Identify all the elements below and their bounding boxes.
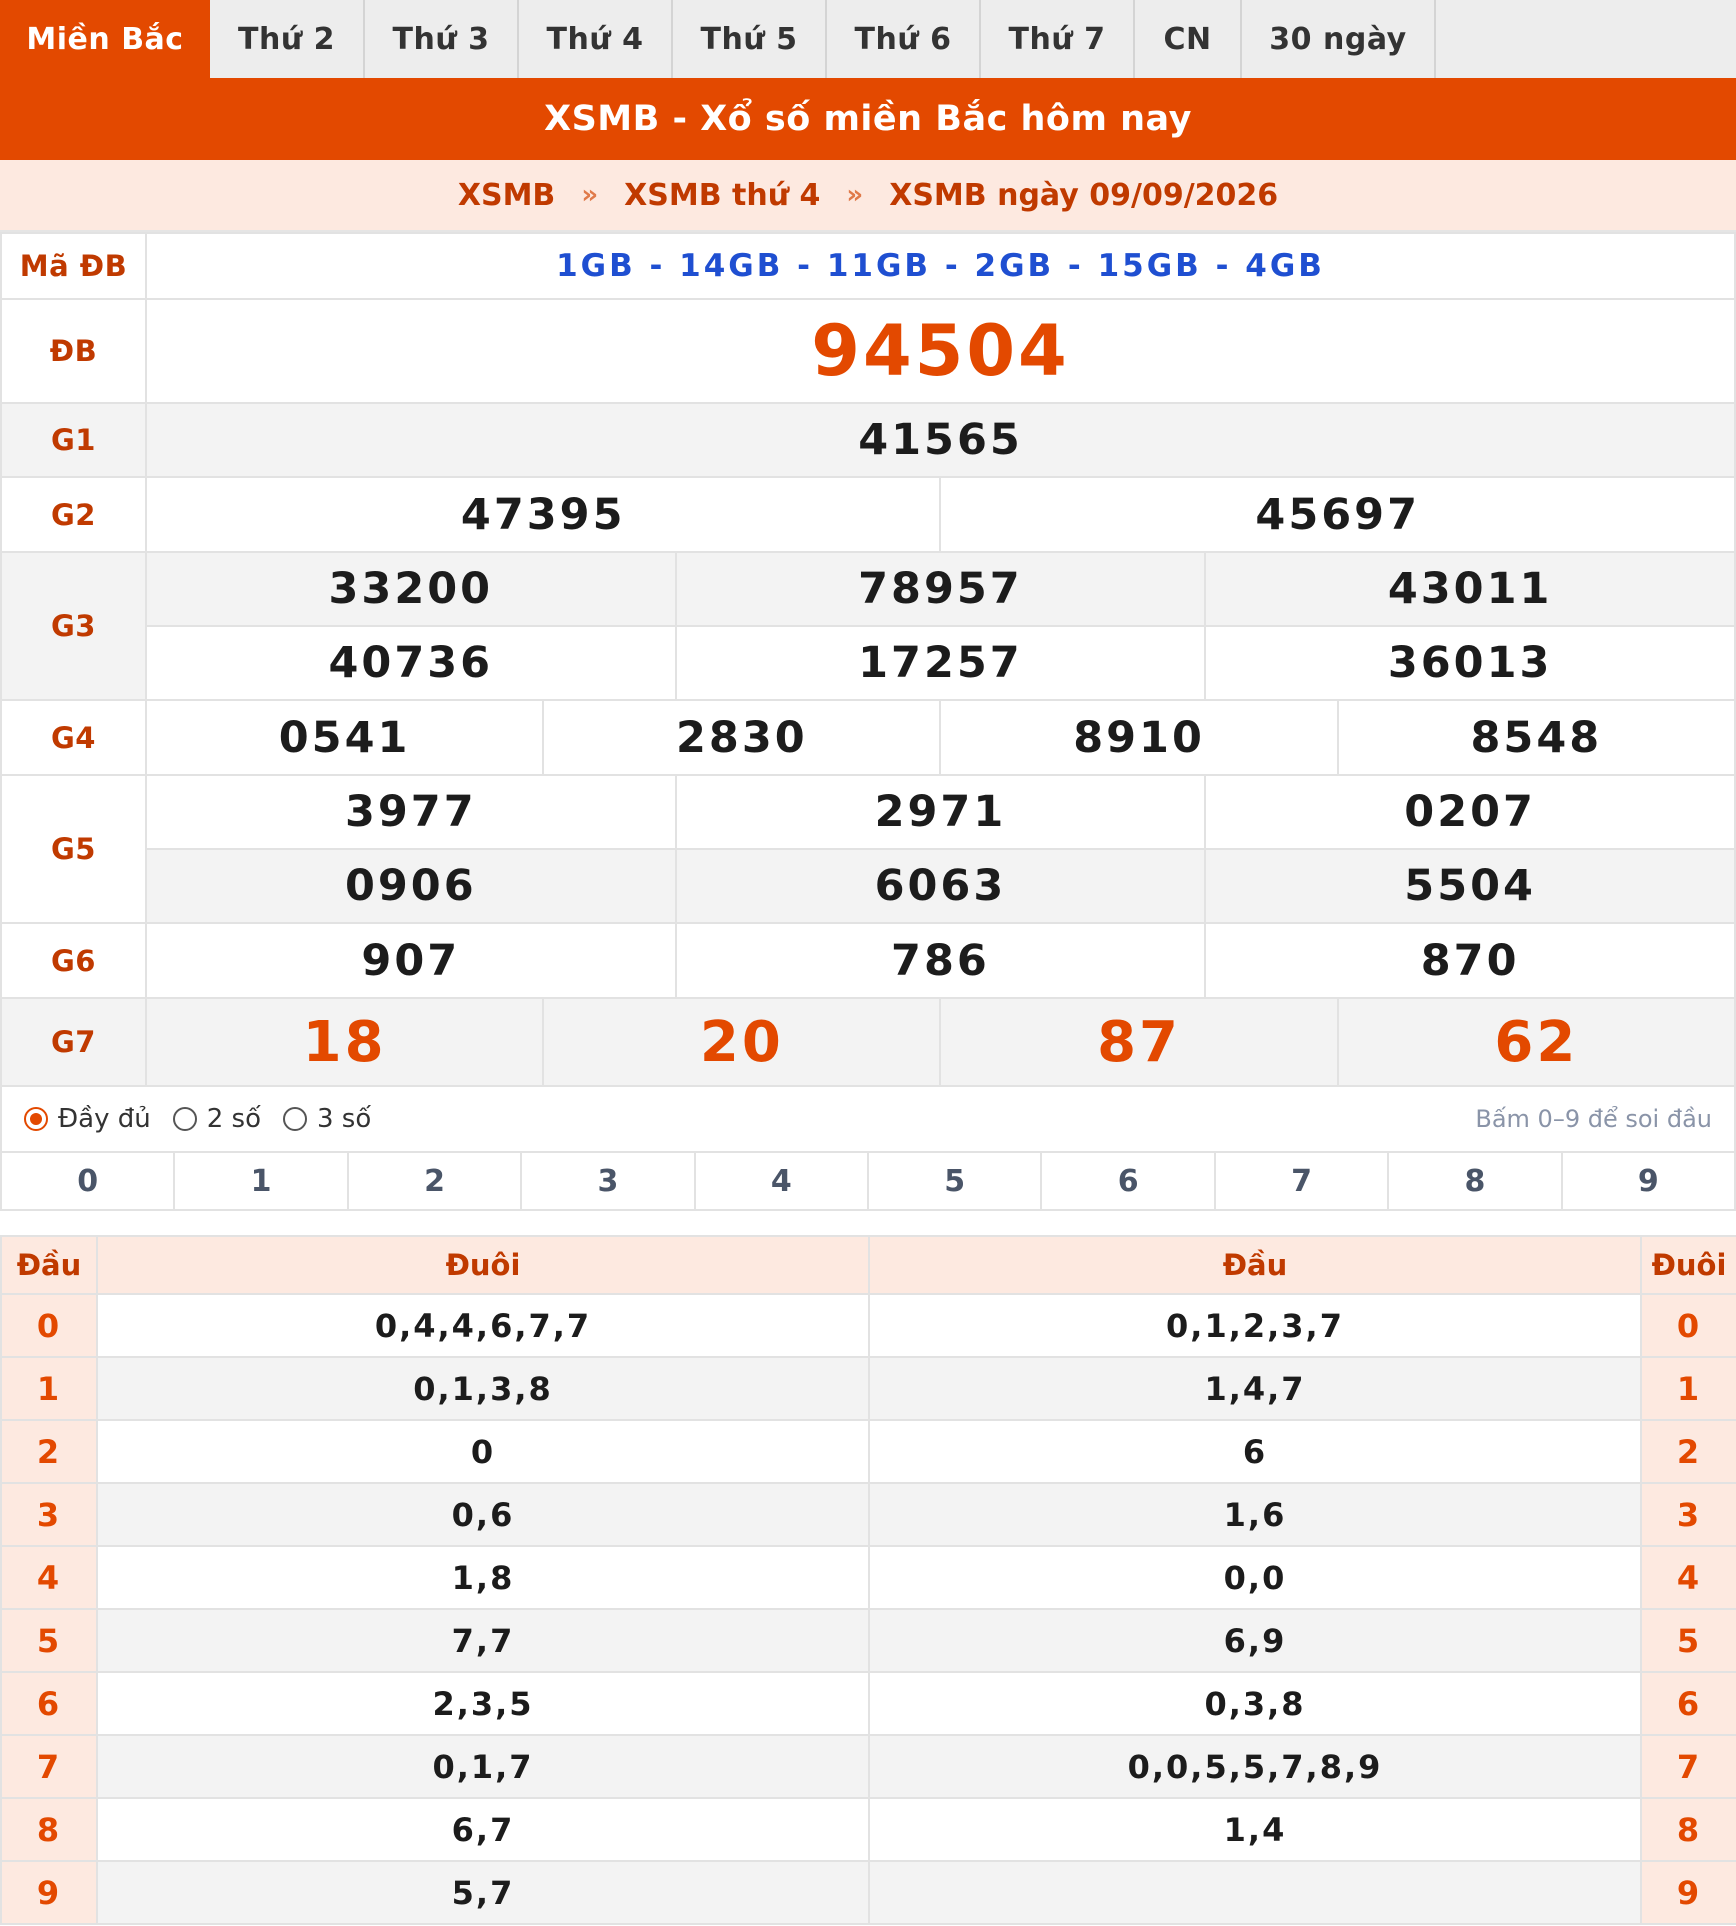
prize-label: G6 bbox=[1, 923, 146, 998]
duoi-digit: 1 bbox=[1641, 1357, 1736, 1420]
row-g7 bbox=[1, 998, 1735, 1086]
table-row bbox=[1, 1735, 1736, 1798]
dau-values: 0,0 bbox=[869, 1546, 1641, 1609]
dau-digit: 5 bbox=[1, 1609, 97, 1672]
column-header: Đuôi bbox=[1641, 1236, 1736, 1294]
prize-label: G5 bbox=[1, 775, 146, 923]
dau-values: 6 bbox=[869, 1420, 1641, 1483]
digit-filter bbox=[0, 1151, 1736, 1211]
duoi-values: 0,4,4,6,7,7 bbox=[97, 1294, 869, 1357]
special-prize-number: 94504 bbox=[146, 299, 1735, 403]
region-tabs bbox=[0, 0, 1736, 78]
prize-number: 5504 bbox=[1205, 849, 1735, 923]
prize-number: 45697 bbox=[940, 477, 1735, 552]
prize-number: 2830 bbox=[543, 700, 940, 775]
breadcrumb-xsmb-ngay[interactable]: XSMB ngày 09/09/2026 bbox=[889, 177, 1279, 213]
duoi-digit: 8 bbox=[1641, 1798, 1736, 1861]
option-label: 3 số bbox=[316, 1104, 372, 1134]
prize-number: 786 bbox=[676, 923, 1206, 998]
duoi-values: 5,7 bbox=[97, 1861, 869, 1924]
prize-number: 78957 bbox=[676, 552, 1206, 626]
duoi-values: 0,1,7 bbox=[97, 1735, 869, 1798]
table-row bbox=[1, 1483, 1736, 1546]
prize-number: 0207 bbox=[1205, 775, 1735, 849]
special-codes: 1GB - 14GB - 11GB - 2GB - 15GB - 4GB bbox=[146, 233, 1735, 299]
table-row bbox=[1, 1294, 1736, 1357]
dau-digit: 9 bbox=[1, 1861, 97, 1924]
prize-number: 2971 bbox=[676, 775, 1206, 849]
tab-thu-2[interactable]: Thứ 2 bbox=[210, 0, 365, 78]
duoi-values: 7,7 bbox=[97, 1609, 869, 1672]
table-row bbox=[1, 1420, 1736, 1483]
prize-number: 40736 bbox=[146, 626, 676, 700]
tab-thu-5[interactable]: Thứ 5 bbox=[673, 0, 827, 78]
digit-button-7[interactable]: 7 bbox=[1216, 1153, 1389, 1209]
prize-number: 907 bbox=[146, 923, 676, 998]
tab-thu-6[interactable]: Thứ 6 bbox=[827, 0, 981, 78]
prize-number: 0906 bbox=[146, 849, 676, 923]
spacer bbox=[0, 1211, 1736, 1235]
tab-30-ngay[interactable]: 30 ngày bbox=[1242, 0, 1436, 78]
results-table bbox=[0, 232, 1736, 1087]
row-db bbox=[1, 299, 1735, 403]
prize-label: G2 bbox=[1, 477, 146, 552]
duoi-values: 1,8 bbox=[97, 1546, 869, 1609]
prize-label: G4 bbox=[1, 700, 146, 775]
table-row bbox=[1, 1609, 1736, 1672]
prize-number: 43011 bbox=[1205, 552, 1735, 626]
prize-number: 47395 bbox=[146, 477, 940, 552]
prize-number: 8910 bbox=[940, 700, 1337, 775]
radio-icon[interactable] bbox=[173, 1107, 197, 1131]
dau-values: 0,3,8 bbox=[869, 1672, 1641, 1735]
radio-selected-icon[interactable] bbox=[24, 1107, 48, 1131]
prize-label: Mã ĐB bbox=[1, 233, 146, 299]
loto-header-row bbox=[1, 1236, 1736, 1294]
duoi-values: 0 bbox=[97, 1420, 869, 1483]
dau-values: 0,0,5,5,7,8,9 bbox=[869, 1735, 1641, 1798]
breadcrumb-separator: » bbox=[581, 180, 599, 210]
row-g6 bbox=[1, 923, 1735, 998]
breadcrumb-xsmb[interactable]: XSMB bbox=[457, 177, 556, 213]
table-row bbox=[1, 1546, 1736, 1609]
dau-digit: 4 bbox=[1, 1546, 97, 1609]
duoi-digit: 7 bbox=[1641, 1735, 1736, 1798]
digit-button-3[interactable]: 3 bbox=[522, 1153, 695, 1209]
prize-number: 3977 bbox=[146, 775, 676, 849]
tab-mien-bac[interactable]: Miền Bắc bbox=[0, 0, 210, 78]
prize-number: 41565 bbox=[146, 403, 1735, 477]
digit-button-5[interactable]: 5 bbox=[869, 1153, 1042, 1209]
prize-label: ĐB bbox=[1, 299, 146, 403]
duoi-values: 2,3,5 bbox=[97, 1672, 869, 1735]
duoi-digit: 2 bbox=[1641, 1420, 1736, 1483]
breadcrumb bbox=[0, 160, 1736, 232]
prize-number: 8548 bbox=[1338, 700, 1735, 775]
prize-number: 33200 bbox=[146, 552, 676, 626]
display-options bbox=[0, 1087, 1736, 1151]
radio-icon[interactable] bbox=[283, 1107, 307, 1131]
row-g3 bbox=[1, 552, 1735, 626]
prize-number: 0541 bbox=[146, 700, 543, 775]
row-g1 bbox=[1, 403, 1735, 477]
loto-body bbox=[1, 1294, 1736, 1924]
column-header: Đầu bbox=[869, 1236, 1641, 1294]
digit-button-2[interactable]: 2 bbox=[349, 1153, 522, 1209]
prize-number: 87 bbox=[940, 998, 1337, 1086]
duoi-digit: 6 bbox=[1641, 1672, 1736, 1735]
prize-label: G1 bbox=[1, 403, 146, 477]
dau-digit: 1 bbox=[1, 1357, 97, 1420]
dau-values: 1,6 bbox=[869, 1483, 1641, 1546]
loto-table bbox=[0, 1235, 1736, 1925]
dau-digit: 8 bbox=[1, 1798, 97, 1861]
prize-number: 62 bbox=[1338, 998, 1735, 1086]
option-3-digits[interactable] bbox=[283, 1104, 371, 1134]
prize-label: G7 bbox=[1, 998, 146, 1086]
option-label: Đầy đủ bbox=[58, 1104, 151, 1134]
duoi-digit: 5 bbox=[1641, 1609, 1736, 1672]
row-g5 bbox=[1, 849, 1735, 923]
option-full[interactable] bbox=[24, 1104, 151, 1134]
dau-digit: 6 bbox=[1, 1672, 97, 1735]
dau-digit: 2 bbox=[1, 1420, 97, 1483]
dau-values bbox=[869, 1861, 1641, 1924]
prize-number: 6063 bbox=[676, 849, 1206, 923]
table-row bbox=[1, 1798, 1736, 1861]
digit-button-0[interactable]: 0 bbox=[2, 1153, 175, 1209]
duoi-digit: 9 bbox=[1641, 1861, 1736, 1924]
digit-button-1[interactable]: 1 bbox=[175, 1153, 348, 1209]
digit-button-6[interactable]: 6 bbox=[1042, 1153, 1215, 1209]
breadcrumb-separator: » bbox=[846, 180, 864, 210]
prize-label: G3 bbox=[1, 552, 146, 700]
duoi-digit: 3 bbox=[1641, 1483, 1736, 1546]
dau-digit: 7 bbox=[1, 1735, 97, 1798]
row-g5 bbox=[1, 775, 1735, 849]
table-row bbox=[1, 1672, 1736, 1735]
prize-number: 17257 bbox=[676, 626, 1206, 700]
column-header: Đầu bbox=[1, 1236, 97, 1294]
dau-values: 1,4 bbox=[869, 1798, 1641, 1861]
digit-button-4[interactable]: 4 bbox=[696, 1153, 869, 1209]
row-ma-db bbox=[1, 233, 1735, 299]
column-header: Đuôi bbox=[97, 1236, 869, 1294]
row-g4 bbox=[1, 700, 1735, 775]
prize-number: 18 bbox=[146, 998, 543, 1086]
duoi-digit: 4 bbox=[1641, 1546, 1736, 1609]
duoi-values: 6,7 bbox=[97, 1798, 869, 1861]
prize-number: 36013 bbox=[1205, 626, 1735, 700]
breadcrumb-xsmb-thu-4[interactable]: XSMB thứ 4 bbox=[624, 177, 821, 213]
prize-number: 20 bbox=[543, 998, 940, 1086]
tab-cn[interactable]: CN bbox=[1135, 0, 1242, 78]
dau-values: 0,1,2,3,7 bbox=[869, 1294, 1641, 1357]
dau-digit: 3 bbox=[1, 1483, 97, 1546]
row-g2 bbox=[1, 477, 1735, 552]
dau-values: 6,9 bbox=[869, 1609, 1641, 1672]
table-row bbox=[1, 1357, 1736, 1420]
option-label: 2 số bbox=[206, 1104, 261, 1134]
tab-thu-4[interactable]: Thứ 4 bbox=[519, 0, 673, 78]
duoi-values: 0,1,3,8 bbox=[97, 1357, 869, 1420]
page-title: XSMB - Xổ số miền Bắc hôm nay bbox=[0, 78, 1736, 160]
digit-button-9[interactable]: 9 bbox=[1637, 1163, 1659, 1199]
tab-thu-3[interactable]: Thứ 3 bbox=[365, 0, 519, 78]
table-row bbox=[1, 1861, 1736, 1924]
dau-digit: 0 bbox=[1, 1294, 97, 1357]
duoi-values: 0,6 bbox=[97, 1483, 869, 1546]
option-2-digits[interactable] bbox=[173, 1104, 261, 1134]
row-g3 bbox=[1, 626, 1735, 700]
digit-hint: Bấm 0–9 để soi đầu bbox=[1475, 1105, 1712, 1133]
dau-values: 1,4,7 bbox=[869, 1357, 1641, 1420]
duoi-digit: 0 bbox=[1641, 1294, 1736, 1357]
digit-button-8[interactable]: 8 bbox=[1389, 1153, 1562, 1209]
tab-thu-7[interactable]: Thứ 7 bbox=[981, 0, 1135, 78]
prize-number: 870 bbox=[1205, 923, 1735, 998]
